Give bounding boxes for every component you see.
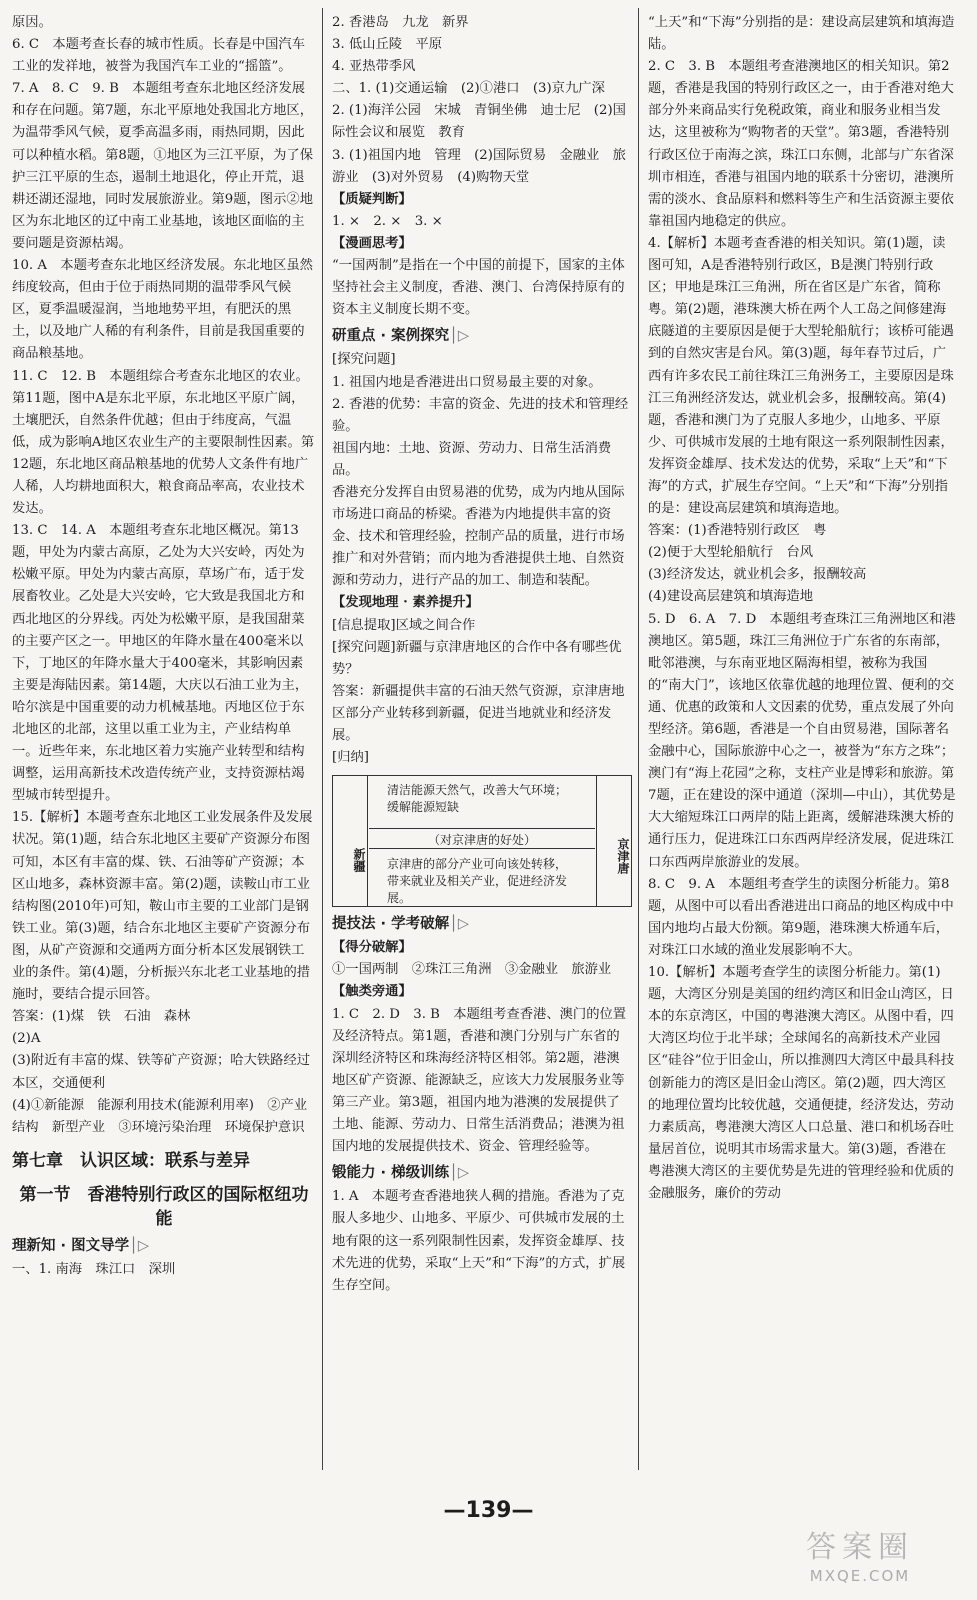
left-column xyxy=(12,12,316,1482)
answer-line: 答案：(1)煤 铁 石油 森林 xyxy=(12,1009,191,1025)
section-heading: 锻能力 · 梯级训练│▷ xyxy=(332,1165,469,1182)
answer-line: (3)附近有丰富的煤、铁等矿产资源；哈大铁路经过本区，交通便利 xyxy=(12,1053,311,1091)
section-heading-text: 理新知 · 图文导学 xyxy=(12,1237,130,1254)
subheading: 【触类旁通】 xyxy=(332,984,412,1000)
paragraph: [探究问题] xyxy=(332,352,396,368)
diagram-right-label: 京津唐 xyxy=(596,776,631,906)
section-heading-text: 提技法 · 学考破解 xyxy=(332,916,450,933)
column-divider xyxy=(638,8,639,1470)
middle-column xyxy=(332,12,632,1482)
paragraph: 2. (1)海洋公园 宋城 青铜坐佛 迪士尼 (2)国际性会议和展览 教育 xyxy=(332,103,626,141)
answer-line: (3)经济发达，就业机会多，报酬较高 xyxy=(648,567,867,583)
paragraph: 2. C 3. B 本题组考查港澳地区的相关知识。第2题，香港是我国的特别行政区之一，由于香港对绝大部分外来商品实行免税政策，商业和服务业相当发达，这里被称为“购物者的天堂”。第3题，香港特别行政区位于南海之滨，珠江口东侧，北部与广东省深圳市相连，香港与祖国内地的联系十分密切，港澳所需的淡水、食品原料和燃料等生产和生活资源主要依靠祖国内地稳定的供应。 xyxy=(648,59,954,229)
paragraph: 答案：新疆提供丰富的石油天然气资源，京津唐地区部分产业转移到新疆，促进当地就业和经济发展。 xyxy=(332,683,625,743)
diagram-mid-text: （对京津唐的好处） xyxy=(427,833,536,848)
summary-diagram xyxy=(332,775,632,907)
subheading: 【发现地理 · 素养提升】 xyxy=(332,595,479,611)
paragraph: “上天”和“下海”分别指的是：建设高层建筑和填海造陆。 xyxy=(648,15,955,53)
subheading: 【质疑判断】 xyxy=(332,191,412,207)
answer-line: (4)建设高层建筑和填海造地 xyxy=(648,589,814,605)
paragraph: [信息提取]区域之间合作 xyxy=(332,617,476,633)
diagram-top-text: 清洁能源天然气，改善大气环境；缓解能源短缺 xyxy=(387,783,568,815)
column-divider xyxy=(322,8,323,1470)
paragraph: 原因。 xyxy=(12,15,52,30)
answer-line: (4)①新能源 能源利用技术(能源利用率) ②产业结构 新型产业 ③环境污染治理 环境保护意识 xyxy=(12,1097,308,1135)
paragraph: “一国两制”是指在一个中国的前提下，国家的主体坚持社会主义制度，香港、澳门、台湾保持原有的资本主义制度长期不变。 xyxy=(332,258,625,318)
paragraph: 2. 香港岛 九龙 新界 xyxy=(332,15,469,30)
subheading: 【漫画思考】 xyxy=(332,235,412,251)
arrow-left xyxy=(369,828,595,829)
paragraph: 1. × 2. × 3. × xyxy=(332,213,443,229)
paragraph: [探究问题]新疆与京津唐地区的合作中各有哪些优势？ xyxy=(332,639,622,677)
answer-line: 答案：(1)香港特别行政区 粤 xyxy=(648,523,827,539)
paragraph: 1. 祖国内地是香港进出口贸易最主要的对象。 xyxy=(332,374,602,390)
paragraph: 4.【解析】本题考查香港的相关知识。第(1)题，读图可知，A是香港特别行政区，B是澳门特别行政区；甲地是珠江三角洲，所在省区是广东省，简称粤。第(2)题，港珠澳大桥在两个人工岛之间修建海底隧道的主要原因是便于大型轮船航行；该桥可能遇到的自然灾害是台风。第(3)题，每年春节过后，广西有许多农民工前往珠江三角洲务工，主要原因是珠江三角洲经济发达，就业机会多，报酬较高。第(4)题，香港和澳门为了克服人多地少，山地多、平原少、可供城市发展的土地有限这一系列限制性因素，发挥资金雄厚、技术发达的优势，采取“上天”和“下海”的方式，扩展生存空间。“上天”和“下海”分别指的是：建设高层建筑和填海造地。 xyxy=(648,235,954,517)
paragraph: 11. C 12. B 本题组综合考查东北地区的农业。第11题，图中A是东北平原，东北地区平原广阔，土壤肥沃，自然条件优越；但由于纬度高，气温低，成为影响A地区农业生产的主要限制性因素。第12题，东北地区商品粮基地的优势人文条件有地广人稀，人均耕地面积大，粮食商品率高，农业技术发达。 xyxy=(12,368,315,517)
paragraph: 祖国内地：土地、资源、劳动力、日常生活消费品。 xyxy=(332,440,612,478)
section-heading: 理新知 · 图文导学│▷ xyxy=(12,1237,149,1254)
paragraph: 3. 低山丘陵 平原 xyxy=(332,37,442,53)
watermark-url: MXQE.COM xyxy=(809,1567,911,1585)
paragraph: 6. C 本题考查长春的城市性质。长春是中国汽车工业的发祥地，被誉为我国汽车工业的“摇篮”。 xyxy=(12,37,306,75)
arrow-right xyxy=(369,848,595,849)
chapter-title: 第七章 认识区域：联系与差异 xyxy=(12,1150,250,1171)
paragraph: 2. 香港的优势：丰富的资金、先进的技术和管理经验。 xyxy=(332,396,629,434)
section-heading-text: 研重点 · 案例探究 xyxy=(332,328,450,345)
paragraph: 3. (1)祖国内地 管理 (2)国际贸易 金融业 旅游业 (3)对外贸易 (4)购物天堂 xyxy=(332,147,626,185)
paragraph: 10. A 本题考查东北地区经济发展。东北地区虽然纬度较高，但由于位于雨热同期的温带季风气候区，夏季温暖湿润，当地地势平坦，有肥沃的黑土，以及地广人稀的有利条件，目前是我国重要的商品粮基地。 xyxy=(12,258,313,362)
paragraph: ①一国两制 ②珠江三角洲 ③金融业 旅游业 xyxy=(332,962,612,978)
paragraph: 4. 亚热带季风 xyxy=(332,59,416,75)
paragraph: 10.【解析】本题考查学生的读图分析能力。第(1)题，大湾区分别是美国的纽约湾区和旧金山湾区，日本的东京湾区，中国的粤港澳大湾区。从图中看，四大湾区均位于北半球；全球闻名的高新技术产业园区“硅谷”位于旧金山，所以推测四大湾区中最具科技创新能力的湾区是旧金山湾区。第(2)题，四大湾区的地理位置均比较优越，交通便捷，经济发达，劳动力素质高，粤港澳大湾区人口总量、港口和机场吞吐量居首位，说明其市场需求量大。第(3)题，香港在粤港澳大湾区的主要优势是先进的管理经验和优质的金融服务，廉价的劳动 xyxy=(648,965,955,1201)
watermark-logo xyxy=(760,1530,960,1592)
paragraph: 二、1. (1)交通运输 (2)①港口 (3)京九广深 xyxy=(332,81,605,97)
subheading: 【得分破解】 xyxy=(332,940,412,956)
paragraph: 1. A 本题考查香港地狭人稠的措施。香港为了克服人多地少、山地多、平原少、可供城市发展的土地有限的这一系列限制性因素，发挥资金雄厚、技术先进的优势，采取“上天”和“下海”的方式，扩展生存空间。 xyxy=(332,1189,626,1293)
page-number: —139— xyxy=(443,1498,534,1523)
section-heading: 研重点 · 案例探究│▷ xyxy=(332,328,469,345)
paragraph: 7. A 8. C 9. B 本题组考查东北地区经济发展和存在问题。第7题，东北平原地处我国北方地区，为温带季风气候，夏季高温多雨，雨热同期，因此可以种植水稻。第8题，①地区为三江平原，为了保护三江平原的生态，遏制土地退化，停止开荒，退耕还湖还湿地，同时发展旅游业。第9题，图示②地区为东北地区的辽中南工业基地，该地区面临的主要问题是资源枯竭。 xyxy=(12,81,313,251)
paragraph: 13. C 14. A 本题组考查东北地区概况。第13题，甲处为内蒙古高原，乙处为大兴安岭，丙处为松嫩平原。甲处为内蒙古高原，草场广布，适于发展畜牧业。乙处是大兴安岭，它大致是我国北方和西北地区的分界线。丙处为松嫩平原，是我国甜菜的主要产区之一。甲地区的年降水量在400毫米以下，丁地区的年降水量大于400毫米，其影响因素主要是海陆因素。第14题，大庆以石油工业为主，哈尔滨是中国重要的动力机械基地。丙地区位于东北地区的北部，这里以重工业为主，产业结构单一。近些年来，东北地区着力实施产业转型和结构调整，运用高新技术改造传统产业，支持资源枯竭型城市转型提升。 xyxy=(12,523,309,804)
diagram-bottom-text: 京津唐的部分产业可向该处转移，带来就业及相关产业，促进经济发展。 xyxy=(387,857,568,906)
section-heading: 提技法 · 学考破解│▷ xyxy=(332,916,469,933)
paragraph: [归纳] xyxy=(332,750,369,766)
section-title: 第一节 香港特别行政区的国际枢纽功能 xyxy=(19,1184,309,1229)
paragraph: 一、1. 南海 珠江口 深圳 xyxy=(12,1261,176,1277)
paragraph: 8. C 9. A 本题组考查学生的读图分析能力。第8题，从图中可以看出香港进出口商品的地区构成中中国内地均占最大份额。第9题，港珠澳大桥通车后，对珠江口水域的渔业发展影响不大。 xyxy=(648,876,954,958)
section-heading-text: 锻能力 · 梯级训练 xyxy=(332,1165,450,1182)
watermark-text: 答案圈 xyxy=(806,1530,914,1565)
paragraph: 15.【解析】本题考查东北地区工业发展条件及发展状况。第(1)题，结合东北地区主要矿产资源分布图可知，本区有丰富的煤、铁、石油等矿产资源；本区山地多，森林资源丰富。第(2)题，读鞍山市工业结构图(2010年)可知，鞍山市主要的工业部门是钢铁工业。第(3)题，结合东北地区主要矿产资源分布图，从矿产资源和交通两方面分析本区发展钢铁工业的条件。第(4)题，分析振兴东北老工业基地的措施时，要结合提示回答。 xyxy=(12,810,313,1003)
paragraph: 1. C 2. D 3. B 本题组考查香港、澳门的位置及经济特点。第1题，香港和澳门分别与广东省的深圳经济特区和珠海经济特区相邻。第2题，港澳地区矿产资源、能源缺乏，应该大力发展服务业等第三产业。第3题，祖国内地为港澳的发展提供了土地、能源、劳动力、日常生活消费品；港澳为祖国内地的发展提供技术、资金、管理经验等。 xyxy=(332,1006,627,1155)
answer-line: (2)便于大型轮船航行 台风 xyxy=(648,545,814,561)
right-column xyxy=(648,12,958,1482)
paragraph: 5. D 6. A 7. D 本题组考查珠江三角洲地区和港澳地区。第5题，珠江三角洲位于广东省的东南部，毗邻港澳，与东南亚地区隔海相望，被称为我国的“南大门”，该地区依靠优越的地理位置、便利的交通、优惠的政策和人文因素的优势，重点发展了外向型经济。第6题，香港是一个自由贸易港，国际著名金融中心，国际旅游中心之一，被誉为“东方之珠”；澳门有“海上花园”之称，支柱产业是博彩和旅游。第7题，正在建设的深中通道（深圳—中山），其优势是大大缩短珠江口两岸的陆上距离，缓解港珠澳大桥的通行压力，促进珠江口东西两岸经济发展，促进珠江口东西两岸旅游业的发展。 xyxy=(648,611,956,870)
paragraph: 香港充分发挥自由贸易港的优势，成为内地从国际市场进口商品的桥梁。香港为内地提供丰富的资金、技术和管理经验，控制产品的质量，进行市场推广和对外营销；而内地为香港提供土地、自然资源和劳动力，进行产品的加工、制造和装配。 xyxy=(332,484,625,589)
diagram-left-label: 新疆 xyxy=(333,776,368,906)
answer-line: (2)A xyxy=(12,1031,41,1047)
